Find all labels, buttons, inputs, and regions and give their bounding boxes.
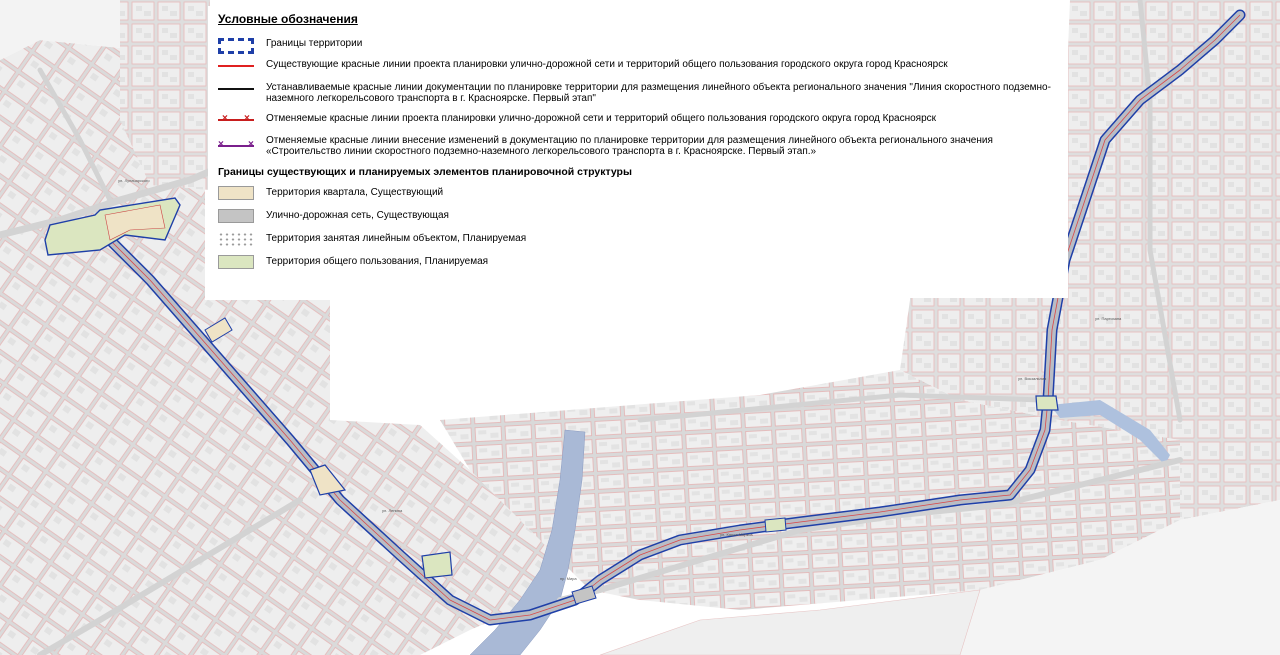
legend-subtitle: Границы существующих и планируемых элементов планировочной структуры [218, 166, 632, 178]
legend-item-label: Устанавливаемые красные линии документации по планировке территории для размещения линейного объекта регионального значения "Линия скоростного подземно-наземного легкорельсового транспорта в г. Красноярске. Первый этап" [266, 82, 1051, 104]
red-line-icon [218, 65, 254, 67]
x-mark-icon: × [248, 139, 254, 150]
station-north [1036, 396, 1058, 410]
legend-item-label: Территория занятая линейным объектом, Планируемая [266, 233, 527, 244]
legend-item-label: Отменяемые красные линии проекта планировки улично-дорожной сети и территорий общего пользования городского округа город Красноярск [266, 113, 937, 124]
boundary-swatch [218, 38, 254, 52]
legend-item-label: Территория квартала, Существующий [266, 187, 444, 198]
legend-item-label: Границы территории [266, 38, 363, 49]
bridge-station [572, 586, 596, 604]
public-area-swatch [218, 255, 254, 269]
black-line-icon [218, 88, 254, 90]
legend-title: Условные обозначения [218, 12, 358, 26]
street-label-4: ул. Вокзальная [1018, 376, 1047, 381]
x-mark-icon: × [244, 113, 250, 124]
black-line-swatch [218, 82, 254, 96]
street-label-5: ул. Партизана [1095, 316, 1122, 321]
cancelled-purple-line-swatch [218, 139, 254, 153]
red-line-swatch [218, 59, 254, 73]
legend-item-label: Территория общего пользования, Планируемая [266, 256, 489, 267]
dotted-area-swatch [218, 232, 254, 246]
street-label-3: ул. Карла Маркса [720, 532, 753, 537]
street-label-1: ул. Луначарского [118, 178, 150, 183]
legend-item-label: Улично-дорожная сеть, Существующая [266, 210, 449, 221]
street-label-6: пр. Мира [560, 576, 577, 581]
x-mark-icon: × [218, 139, 224, 150]
station-center [765, 518, 786, 532]
public-area-mid [422, 552, 452, 578]
road-network-swatch [218, 209, 254, 223]
legend-item-label: Существующие красные линии проекта планировки улично-дорожной сети и территорий общего пользования городского округа город Красноярск [266, 59, 948, 70]
street-label-2: ул. Ленина [382, 508, 403, 513]
boundary-dashed-icon [218, 38, 254, 54]
cancelled-red-line-swatch [218, 113, 254, 127]
quarter-swatch [218, 186, 254, 200]
map-legend [208, 6, 1068, 298]
legend-item-label: Отменяемые красные линии внесение изменений в документацию по планировке территории для размещения линейного объекта регионального значения «Строительство линии скоростного подземно-наземного легкорельсового транспорта в г. Красноярске. Первый этап.» [266, 135, 993, 157]
x-mark-icon: × [222, 113, 228, 124]
